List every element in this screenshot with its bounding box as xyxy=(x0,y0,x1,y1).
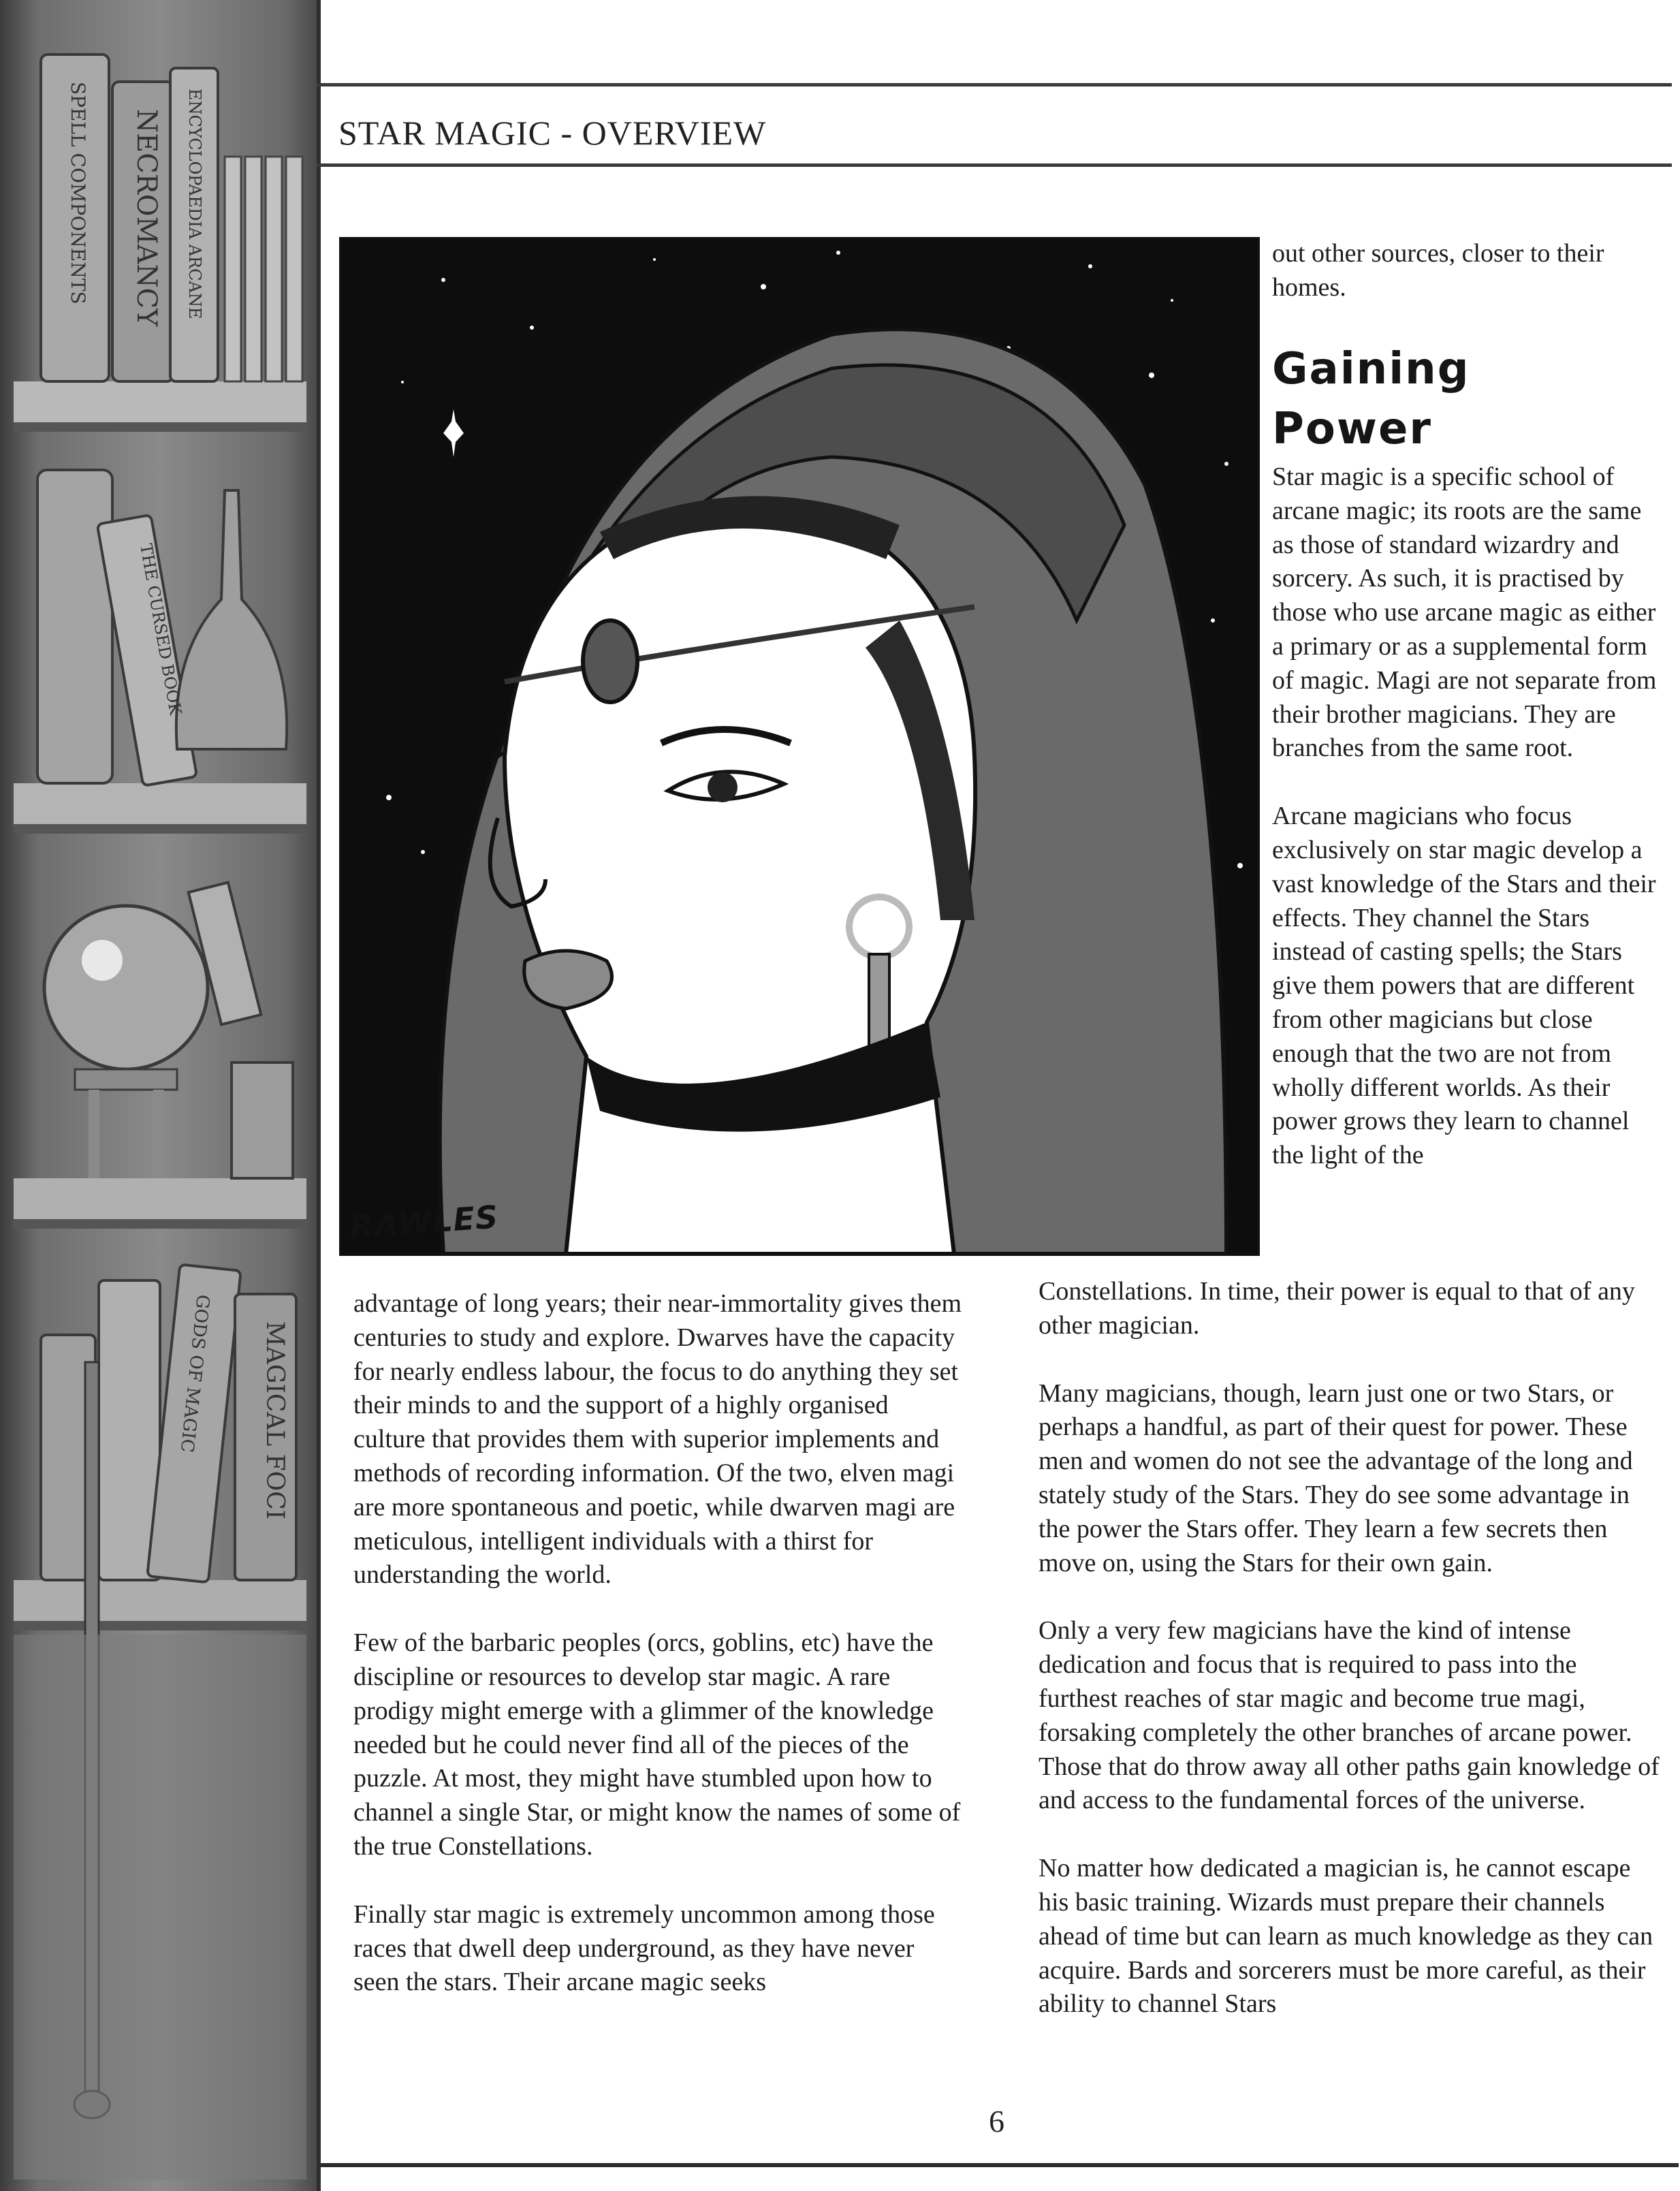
heading-line-2: Power xyxy=(1272,404,1432,454)
right-column-top-text xyxy=(1272,237,1660,339)
left-paragraph-1: advantage of long years; their near-immortality gives them centuries to study and explore. Dwarves have the capacity for nearly endless labour, the focus to do anything they set their minds to and the support of a highly organised culture that provides them with superior implements and methods of recording information. Of the two, elven magi are more spontaneous and poetic, while dwarven magi are meticulous, intelligent individuals with a thirst for understanding the world. xyxy=(353,1289,962,1590)
left-paragraph-2: Few of the barbaric peoples (orcs, goblins, etc) have the discipline or resources to develop star magic. A rare prodigy might emerge with a glimmer of the knowledge needed but he could never find all of the pieces of the puzzle. At most, they might have stumbled upon how to channel a single Star, or might know the names of some of the true Constellations. xyxy=(353,1628,961,1861)
page-number: 6 xyxy=(989,2104,1004,2139)
right-wide-paragraph-3: Only a very few magicians have the kind of intense dedication and focus that is required to pass into the furthest reaches of star magic and become true magi, forsaking completely the other branches of arcane power. Those that do throw away all other paths gain knowledge of and access to the fundamental forces of the universe. xyxy=(1039,1616,1660,1815)
page-header-title: STAR MAGIC - OVERVIEW xyxy=(338,114,767,152)
right-top-paragraph-1: out other sources, closer to their homes. xyxy=(1272,239,1604,302)
right-wide-paragraph-4: No matter how dedicated a magician is, he cannot escape his basic training. Wizards must prepare their channels ahead of time but can learn as much knowledge as they can acquire. Bards and sorcerers must be more careful, as their ability to channel Stars xyxy=(1039,1854,1653,2019)
book-spine-7: MAGICAL FOCI xyxy=(261,1321,289,1519)
bottom-rule xyxy=(317,2163,1679,2167)
heading-line-1: Gaining xyxy=(1272,344,1470,394)
book-spine-3: ENCYCLOPAEDIA ARCANE xyxy=(185,89,204,319)
book-spine-6: GODS OF MAGIC xyxy=(176,1293,213,1454)
left-column-text xyxy=(353,1287,966,2034)
right-wide-paragraph-1: Constellations. In time, their power is equal to that of any other magician. xyxy=(1039,1277,1635,1340)
bookshelf-sidebar-illustration xyxy=(0,0,321,2191)
right-column-wide-text xyxy=(1039,1275,1662,2055)
section-heading-gaining-power xyxy=(1272,339,1470,459)
book-spine-2: NECROMANCY xyxy=(131,109,162,327)
right-column-narrow-text xyxy=(1272,460,1660,1173)
book-spine-1: SPELL COMPONENTS xyxy=(67,82,89,304)
right-narrow-paragraph-2: Arcane magicians who focus exclusively on star magic develop a vast knowledge of the Stars and their effects. They channel the Stars instead of casting spells; the Stars give them powers that are different from other magicians but close enough that the two are not from wholly different worlds. As their power grows they learn to channel the light of the xyxy=(1272,802,1656,1170)
right-narrow-paragraph-1: Star magic is a specific school of arcane magic; its roots are the same as those of standard wizardry and sorcery. As such, it is practised by those who use arcane magic as either a primary or as a supplemental form of magic. Magi are not separate from their brother magicians. They are branches from the same root. xyxy=(1272,462,1657,763)
header-rule-bottom xyxy=(317,163,1672,167)
artist-signature: RAWLES xyxy=(348,1198,500,1246)
right-wide-paragraph-2: Many magicians, though, learn just one or two Stars, or perhaps a handful, as part of their quest for power. These men and women do not see the advantage of the long and stately study of the Stars. They do see some advantage in the power the Stars offer. They learn a few secrets then move on, using the Stars for their own gain. xyxy=(1039,1378,1633,1577)
book-spine-4: THE CURSED BOOK xyxy=(136,542,185,717)
header-rule-top xyxy=(317,83,1672,86)
left-paragraph-3: Finally star magic is extremely uncommon among those races that dwell deep underground, as they have never seen the stars. Their arcane magic seeks xyxy=(353,1900,935,1997)
hooded-star-mage-illustration xyxy=(339,237,1260,1256)
